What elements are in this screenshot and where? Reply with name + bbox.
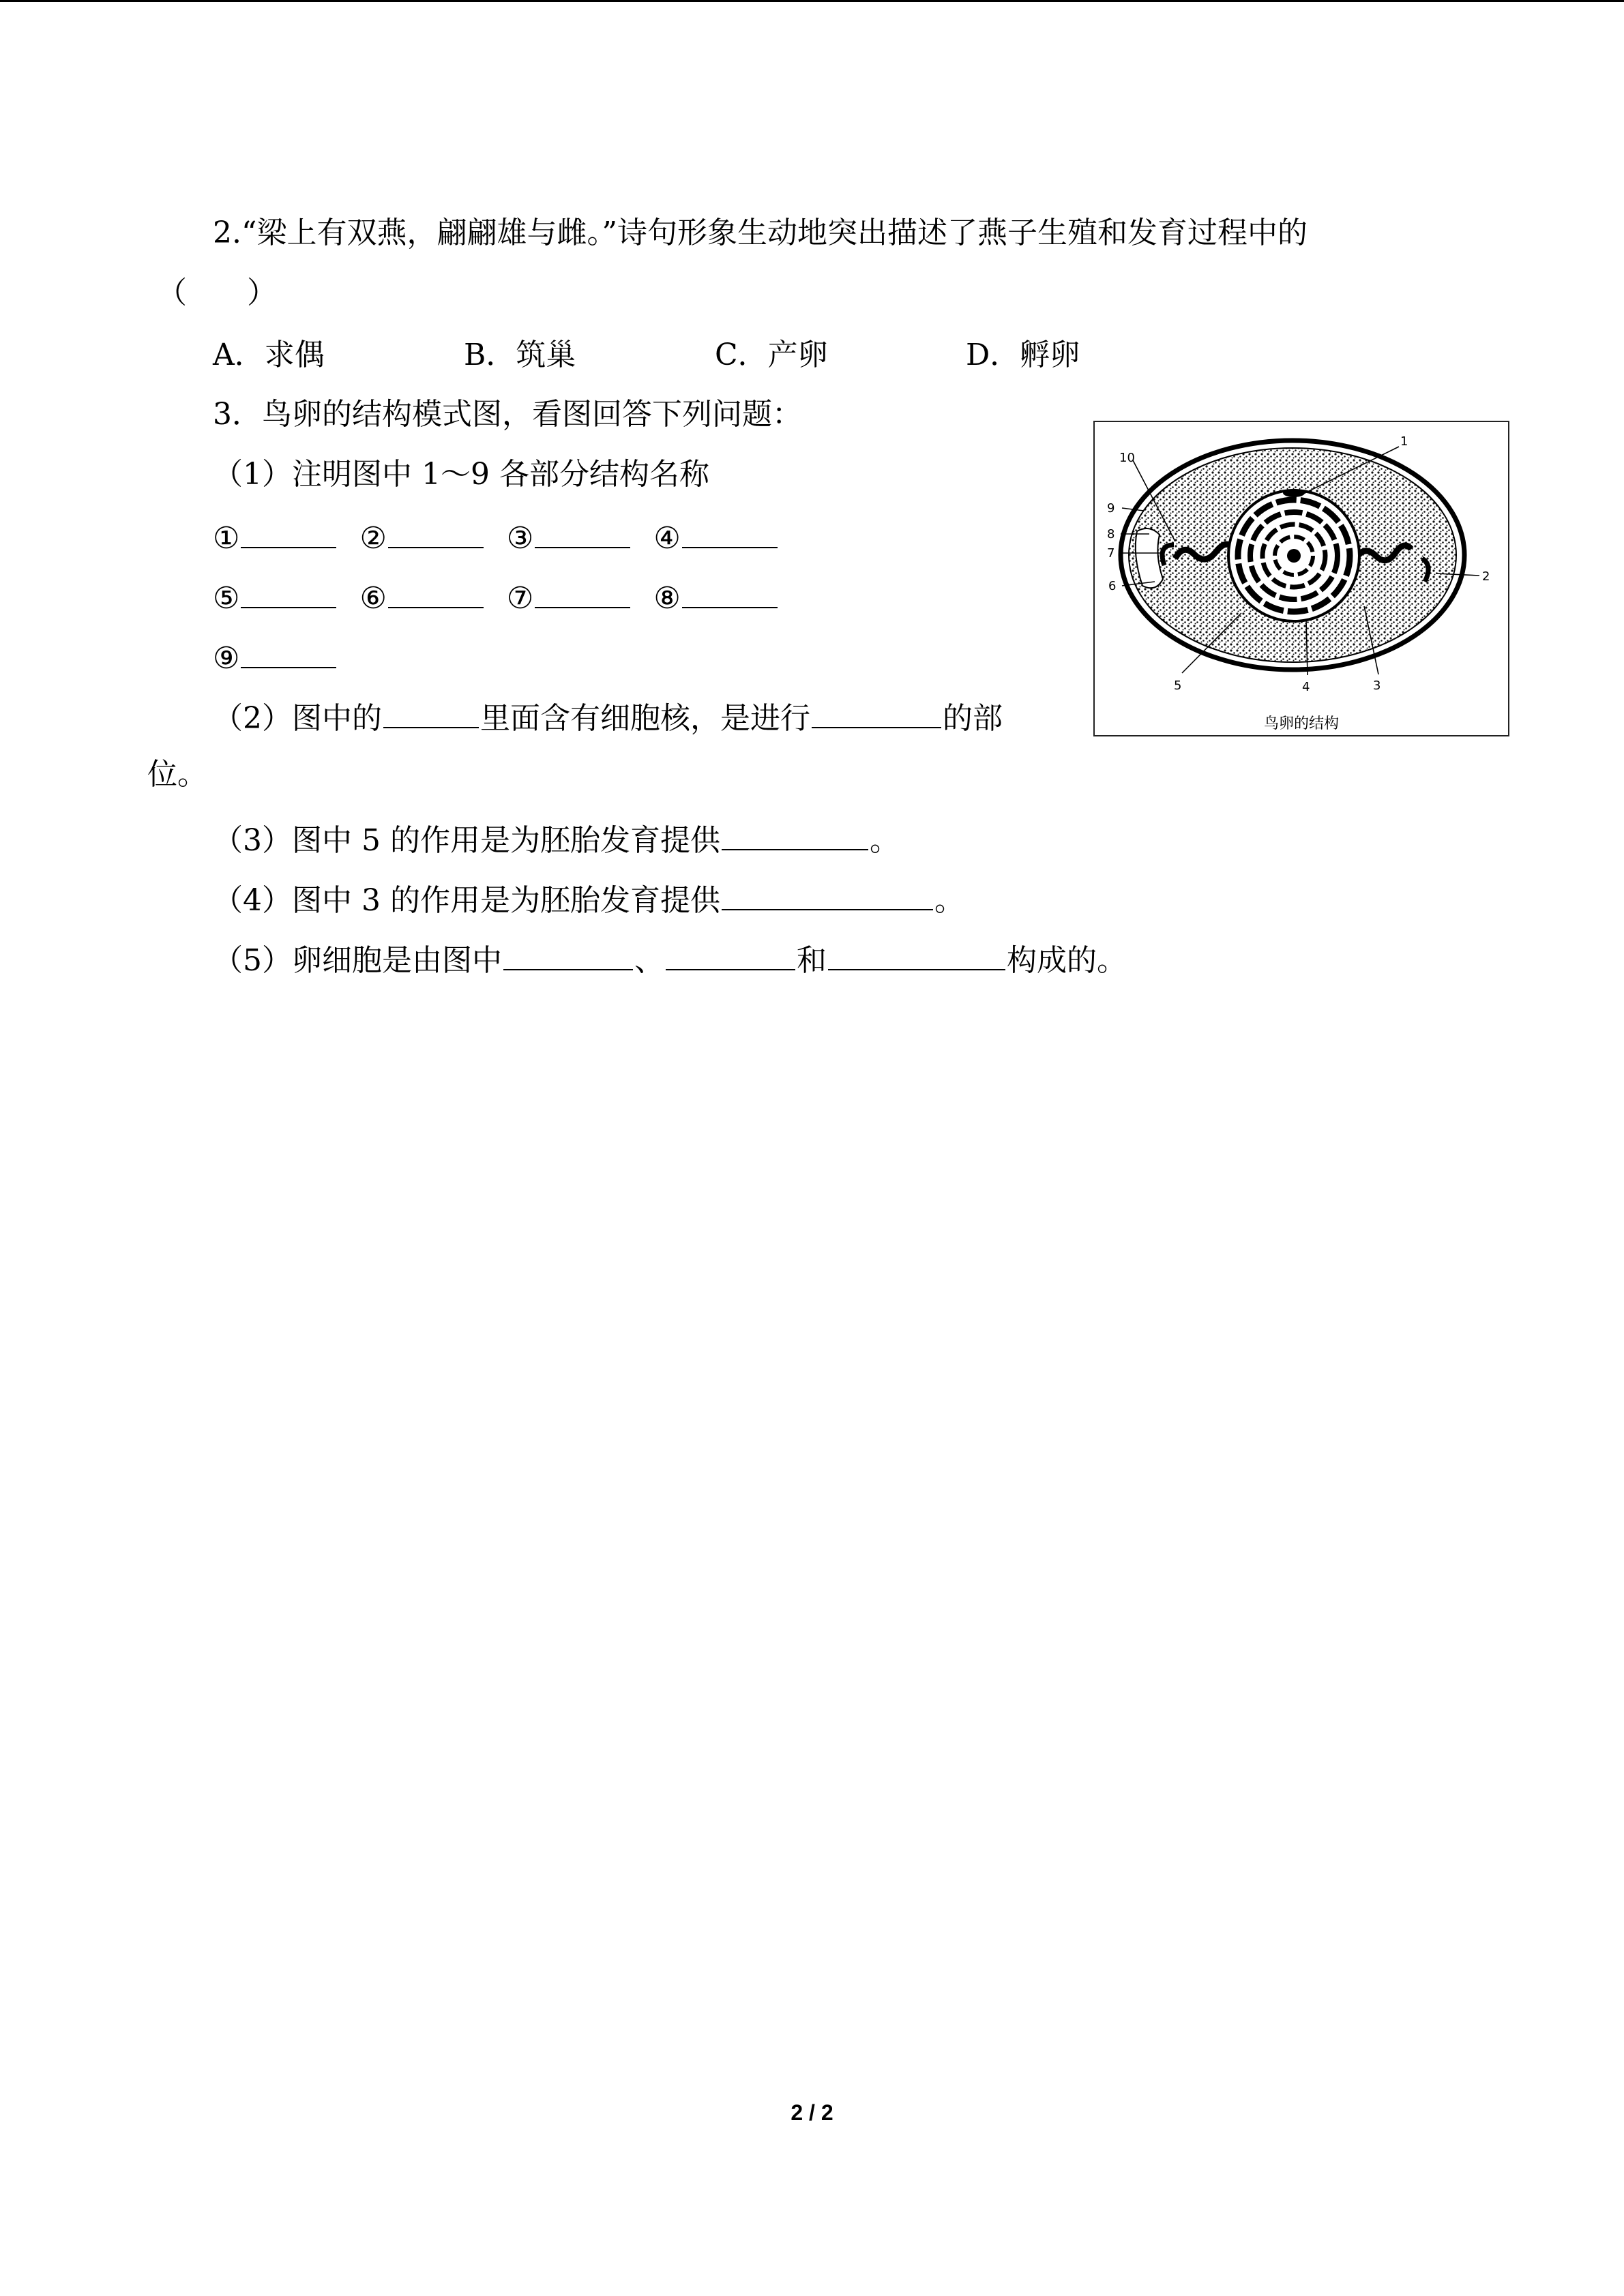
label-5: 5	[1174, 679, 1182, 693]
page-number: 2 / 2	[791, 2100, 833, 2125]
label-10: 10	[1119, 451, 1135, 465]
option-text: 筑巢	[516, 338, 576, 372]
sub5-blank-3[interactable]	[828, 936, 1005, 970]
q3-sub4: （4）图中 3 的作用是为胚胎发育提供 。	[213, 876, 964, 921]
label-1: 1	[1400, 434, 1408, 449]
blank-6[interactable]	[388, 574, 484, 608]
blank-1[interactable]	[241, 514, 336, 548]
blank-7[interactable]	[535, 574, 630, 608]
q3-blank-row-1: ① ② ③ ④	[213, 514, 779, 559]
blank-5[interactable]	[241, 574, 336, 608]
sub2-blank-2[interactable]	[812, 694, 941, 728]
sub3-blank[interactable]	[722, 816, 868, 850]
blank-3[interactable]	[535, 514, 630, 548]
blank-2[interactable]	[388, 514, 484, 548]
q3-sub2: （2）图中的 里面含有细胞核，是进行 的部	[213, 694, 1003, 739]
q3-sub1: （1）注明图中 1～9 各部分结构名称	[213, 457, 709, 492]
option-text: 求偶	[264, 338, 325, 372]
label-3: 3	[1373, 679, 1381, 693]
q2-stem: 2.“梁上有双燕，翩翩雄与雌。”诗句形象生动地突出描述了燕子生殖和发育过程中的	[213, 215, 1308, 250]
label-4: 4	[1302, 680, 1310, 694]
sub4-blank[interactable]	[722, 876, 933, 910]
germinal-disc	[1283, 489, 1305, 497]
sub5-blank-2[interactable]	[666, 936, 795, 970]
option-letter: D．	[966, 338, 1020, 372]
blank-8[interactable]	[682, 574, 778, 608]
label-8: 8	[1107, 527, 1115, 541]
option-letter: B．	[464, 338, 516, 372]
q2-answer-paren: （ ）	[157, 275, 277, 310]
sub2-blank-1[interactable]	[383, 694, 479, 728]
blank-4[interactable]	[682, 514, 778, 548]
q2-option-d[interactable]	[966, 335, 1080, 376]
label-6: 6	[1108, 579, 1117, 593]
q2-option-b[interactable]	[464, 335, 576, 376]
figure-caption: 鸟卵的结构	[1263, 715, 1339, 732]
label-2: 2	[1482, 569, 1490, 584]
egg-diagram	[1095, 422, 1508, 735]
q3-blank-row-2: ⑤ ⑥ ⑦ ⑧	[213, 574, 779, 619]
q3-sub5: （5）卵细胞是由图中 、 和 构成的。	[213, 936, 1127, 981]
sub5-blank-1[interactable]	[503, 936, 633, 970]
option-text: 产卵	[767, 338, 828, 372]
q2-option-c[interactable]	[715, 335, 828, 376]
label-7: 7	[1107, 546, 1115, 561]
q3-sub3: （3）图中 5 的作用是为胚胎发育提供 。	[213, 816, 900, 861]
top-border	[0, 0, 1624, 2]
q3-title: 3．鸟卵的结构模式图，看图回答下列问题：	[213, 397, 802, 432]
q3-sub2-cont: 位。	[147, 757, 207, 792]
option-letter: C．	[715, 338, 768, 372]
label-9: 9	[1107, 501, 1115, 516]
bird-egg-figure	[1093, 421, 1509, 736]
option-letter: A．	[213, 338, 265, 372]
option-text: 孵卵	[1020, 338, 1080, 372]
blank-9[interactable]	[241, 634, 336, 668]
q2-option-a[interactable]	[213, 335, 325, 376]
q3-blank-row-3: ⑨	[213, 634, 338, 679]
